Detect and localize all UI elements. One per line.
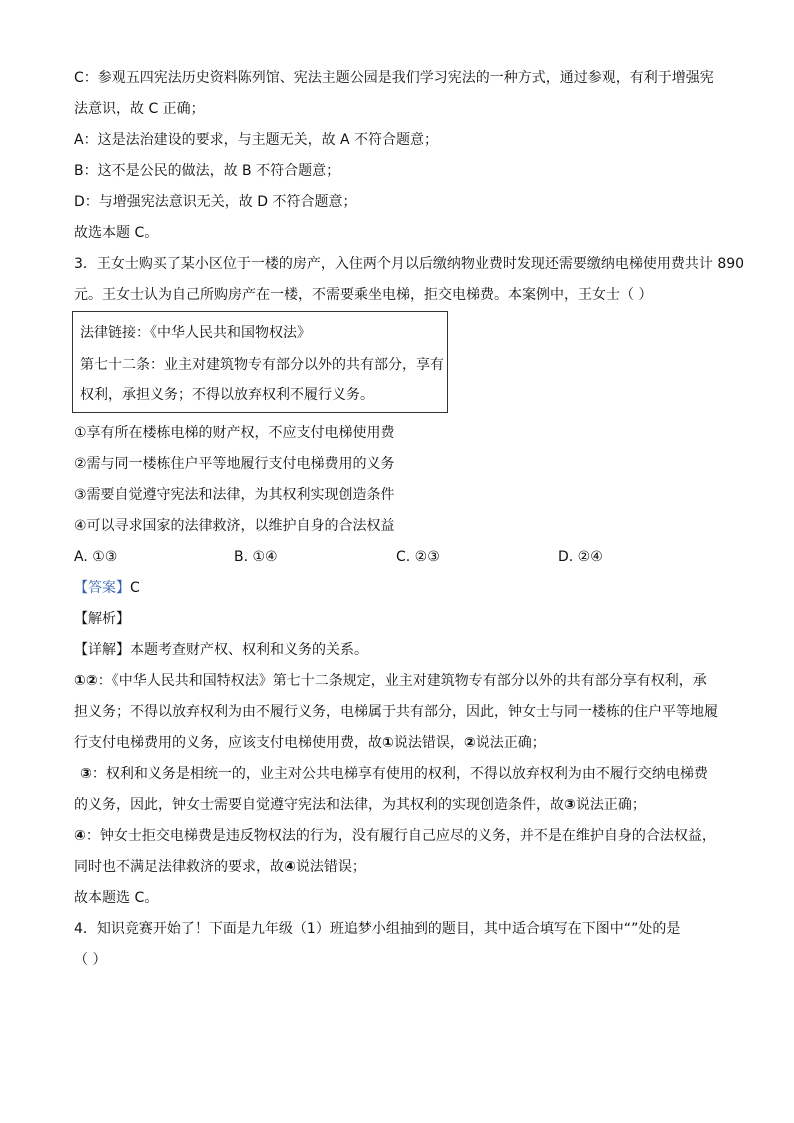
analysis-b-line: B：这不是公民的做法，故 B 不符合题意； [74,163,341,179]
option-b: B. ①④ [234,549,278,565]
p4-line1-text: ：钟女士拒交电梯费是违反物权法的行为，没有履行自己应尽的义务，并不是在维护自身的合法权益， [85,828,716,844]
law-box-line2: 权利，承担义务；不得以放弃权利不履行义务。 [80,387,374,403]
answer-line [74,578,140,598]
q3-stem-line2: 元。王女士认为自己所购房产在一楼，不需要乘坐电梯，拒交电梯费。本案例中，王女士（ ） [74,287,653,303]
q4-stem-line1: 4．知识竞赛开始了！下面是九年级（1）班追梦小组抽到的题目，其中适合填写在下图中“”处的是 [74,921,681,937]
q3-stem-line1: 3．王女士购买了某小区位于一楼的房产，入住两个月以后缴纳物业费时发现还需要缴纳电梯使用费共计 890 [74,256,745,272]
p3-label: ③ [80,766,92,782]
statement-4: ④可以寻求国家的法律救济，以维护自身的合法权益 [74,518,395,534]
detail-tag: 【详解】 [74,642,130,658]
p12-line3-b: 说法错误， [393,735,464,751]
p3-line2 [74,795,646,815]
statement-2: ②需与同一楼栋住户平等地履行支付电梯费用的义务 [74,456,395,472]
p3-line2-b: 说法正确； [575,797,646,813]
analysis-a-line: A：这是法治建设的要求，与主题无关，故 A 不符合题意； [74,132,439,148]
p3-line1-text: ：权利和义务是相统一的，业主对公共电梯享有使用的权利，不得以放弃权利为由不履行交纳电梯费 [91,766,708,782]
p12-line3 [74,733,546,753]
option-c: C. ②③ [396,549,440,565]
p12-line1 [74,671,707,691]
p3-line2-a: 的义务，因此，钟女士需要自觉遵守宪法和法律，为其权利的实现创造条件，故 [74,797,564,813]
p4-line2-b: 说法错误； [295,859,366,875]
detail-intro: 本题考查财产权、权利和义务的关系。 [130,642,368,658]
p12-line2: 担义务；不得以放弃权利为由不履行义务，电梯属于共有部分，因此，钟女士与同一楼栋的住户平等地履 [74,704,718,720]
analysis-c-line2: 法意识，故 C 正确； [74,101,205,117]
p12-line3-mark2: ② [463,735,476,751]
p4-line2 [74,857,366,877]
p3-line2-mark: ③ [564,797,576,813]
p12-line3-mark1: ① [382,735,394,751]
answer-value: C [130,580,140,596]
answer-tag: 【答案】 [74,580,130,596]
p4-line2-mark: ④ [284,859,296,875]
law-box-line1: 第七十二条：业主对建筑物专有部分以外的共有部分，享有 [80,357,444,373]
analysis-conclusion: 故选本题 C。 [74,225,159,241]
law-link-box [72,311,448,413]
detail-line [74,640,368,660]
p12-line3-a: 行支付电梯费用的义务，应该支付电梯使用费，故 [74,735,382,751]
statement-1: ①享有所在楼栋电梯的财产权，不应支付电梯使用费 [74,425,395,441]
analysis-d-line: D：与增强宪法意识无关，故 D 不符合题意； [74,194,357,210]
p4-line2-a: 同时也不满足法律救济的要求，故 [74,859,284,875]
option-d: D. ②④ [558,549,603,565]
analysis-c-line1: C：参观五四宪法历史资料陈列馆、宪法主题公园是我们学习宪法的一种方式，通过参观，有利于增强宪 [74,70,714,86]
q4-stem-line2: （ ） [74,952,107,968]
analysis-tag: 【解析】 [74,611,130,627]
law-box-title: 法律链接：《中华人民共和国物权法》 [80,325,311,341]
p3-line1 [80,764,708,784]
p12-line3-c: 说法正确； [475,735,546,751]
p12-label: ①② [74,673,98,689]
p4-line1 [74,826,716,846]
q3-conclusion: 故本题选 C。 [74,890,159,906]
p4-label: ④ [74,828,86,844]
p12-line1-text: ：《中华人民共和国特权法》第七十二条规定，业主对建筑物专有部分以外的共有部分享有权利，承 [97,673,707,689]
statement-3: ③需要自觉遵守宪法和法律，为其权利实现创造条件 [74,487,395,503]
option-a: A. ①③ [74,549,118,565]
